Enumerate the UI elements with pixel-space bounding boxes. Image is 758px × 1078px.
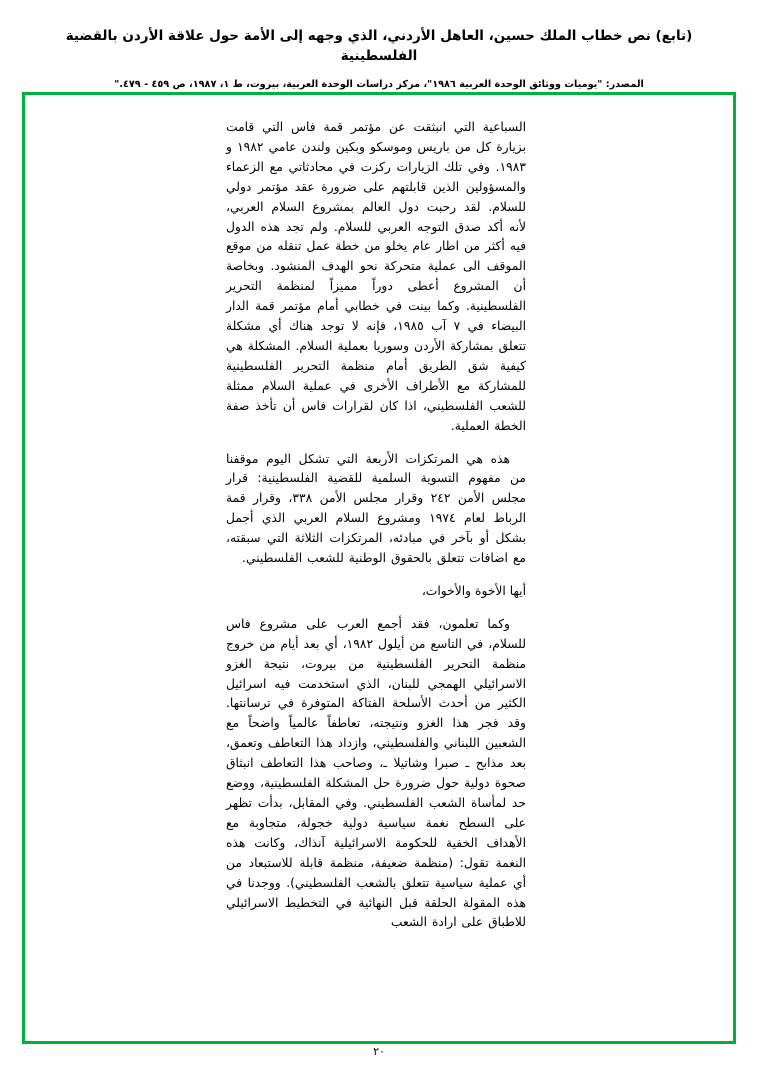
document-body (226, 118, 526, 946)
source-line: المصدر: "يوميات ووثائق الوحدة العربية ١٩٨٦"، مركز دراسات الوحدة العربية، بيروت، ط ١، ١٩٨٧، ص ٤٥٩ - ٤٧٩." (114, 78, 644, 90)
page-number: ٢٠ (373, 1045, 385, 1058)
paragraph: وكما تعلمون، فقد أجمع العرب على مشروع فاس للسلام، في التاسع من أيلول ١٩٨٢، أي بعد أيام من خروج منظمة التحرير الفلسطينية من بيروت، نتيجة الغزو الاسرائيلي الهمجي للبنان، الذي استخدمت فيه اسرائيل الكثير من أحدث الأسلحة الفتاكة المتوفرة في ترسانتها. وقد فجر هذا الغزو ونتيجته، تعاطفاً عالمياً واضحاً مع الشعبين اللبناني والفلسطيني، وازداد هذا التعاطف وتعمق، بعد مذابح ـ صبرا وشاتيلا ـ، وصاحب هذا التعاطف انبثاق صحوة دولية حول ضرورة حل المشكلة الفلسطينية، ووضع حد لمأساة الشعب الفلسطيني. وفي المقابل، بدأت تظهر على السطح نغمة سياسية دولية خجولة، متجاوبة مع الأهداف الخفية للحكومة الاسرائيلية آنذاك، وكانت هذه النغمة تقول: (منظمة ضعيفة، منظمة قابلة للاستبعاد من أي عملية سياسية تتعلق بالشعب الفلسطيني). ووجدنا في هذه المقولة الحلقة قبل النهائية في التخطيط الاسرائيلي للاطباق على ارادة الشعب (226, 616, 526, 930)
paragraph: هذه هي المرتكزات الأربعة التي تشكل اليوم موقفنا من مفهوم التسوية السلمية للقضية الفلسطينية: قرار مجلس الأمن ٢٤٢ وقرار مجلس الأمن ٣٣٨، وقرار قمة الرباط لعام ١٩٧٤ ومشروع السلام العربي الذي أجمل بشكل أو بآخر في مبادئه، المرتكزات الثلاثة التي سبقته، مع اضافات تتعلق بالحقوق الوطنية للشعب الفلسطيني. (226, 451, 526, 566)
document-header (0, 0, 758, 91)
salutation-line: أيها الأخوة والأخوات، (421, 583, 526, 598)
paragraph: السباعية التي انبثقت عن مؤتمر قمة فاس التي قامت بزيارة كل من باريس وموسكو وبكين ولندن عامي ١٩٨٢ و ١٩٨٣. وفي تلك الزيارات ركزت في محادثاتي مع الزعماء والمسؤولين الذين قابلتهم على ضرورة عقد مؤتمر دولي للسلام. لقد رحبت دول العالم بمشروع السلام العربي، لأنه أكد صدق التوجه العربي للسلام. ولم تجد هذه الدول فيه أكثر من اطار عام يخلو من خطة عمل تنقله من موقع الموقف الى عملية متحركة نحو الهدف المنشود. وبخاصة أن المشروع أعطى دوراً مميزاً لمنظمة التحرير الفلسطينية. وكما بينت في خطابي أمام مؤتمر قمة الدار البيضاء في ٧ آب ١٩٨٥، فإنه لا توجد هناك أي مشكلة تتعلق بمشاركة الأردن وسوريا بعملية السلام. المشكلة هي كيفية شق الطريق أمام منظمة التحرير الفلسطينية للمشاركة مع الأطراف الأخرى في عملية السلام ممثلة للشعب الفلسطيني، اذا كان لقرارات فاس أن تأخذ صفة الخطة العملية. (226, 120, 526, 433)
page-title: (تابع) نص خطاب الملك حسين، العاهل الأردني، الذي وجهه إلى الأمة حول علاقة الأردن بالقضية الفلسطينية (65, 28, 693, 65)
